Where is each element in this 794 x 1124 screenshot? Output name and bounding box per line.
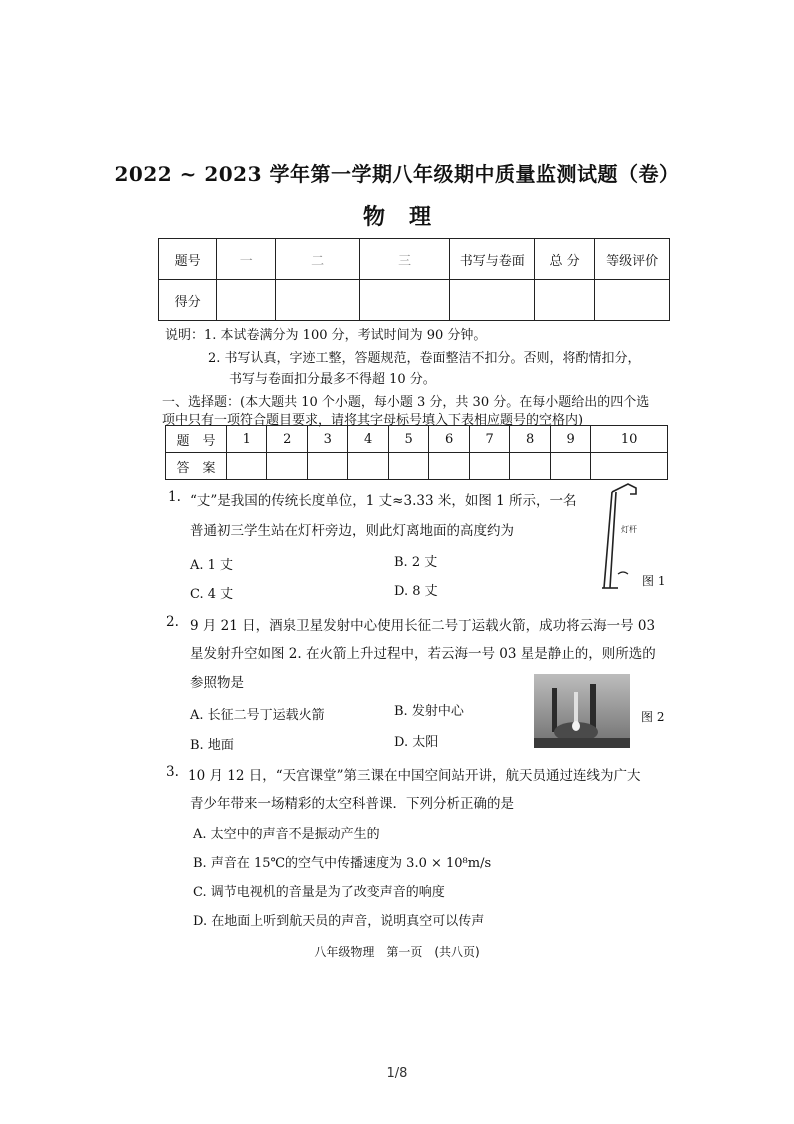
q2-line-2: 星发射升空如图 2. 在火箭上升过程中，若云海一号 03 星是静止的，则所选的 <box>190 646 656 662</box>
note-line-3: 书写与卷面扣分最多不得超 10 分。 <box>229 372 436 387</box>
answer-number: 6 <box>429 426 469 453</box>
score-row-label-score: 得分 <box>159 280 217 321</box>
section-1-heading-line-2: 项中只有一项符合题目要求，请将其字母标号填入下表相应题号的空格内) <box>162 413 584 428</box>
answer-table <box>165 425 668 480</box>
section-1-heading-line-1: 一、选择题：(本大题共 10 个小题，每小题 3 分，共 30 分。在每小题给出的四个选 <box>162 395 650 410</box>
answer-cell[interactable] <box>510 453 550 480</box>
q1-option-c: C. 4 丈 <box>190 587 234 602</box>
q2-option-c: B. 地面 <box>190 738 234 753</box>
score-row-label-number: 题号 <box>159 239 217 280</box>
q3-option-b: B. 声音在 15℃的空气中传播速度为 3.0 × 10⁸m/s <box>193 856 492 871</box>
score-cell[interactable] <box>595 280 670 321</box>
page-indicator: 1/8 <box>386 1066 408 1081</box>
q3-option-c: C. 调节电视机的音量是为了改变声音的响度 <box>193 885 445 900</box>
score-col-total: 总 分 <box>535 239 595 280</box>
page-footer: 八年级物理 第一页 (共八页) <box>314 945 480 959</box>
answer-cell[interactable] <box>429 453 469 480</box>
figure-1-inner-label: 灯杆 <box>621 525 637 534</box>
q2-option-d: D. 太阳 <box>394 735 439 750</box>
note-line-1: 说明：1. 本试卷满分为 100 分，考试时间为 90 分钟。 <box>165 328 487 343</box>
q1-option-b: B. 2 丈 <box>394 555 438 570</box>
score-cell[interactable] <box>359 280 450 321</box>
answer-number: 7 <box>469 426 509 453</box>
answer-number: 9 <box>550 426 590 453</box>
q2-option-b: B. 发射中心 <box>394 704 464 719</box>
q1-line-2: 普通初三学生站在灯杆旁边，则此灯离地面的高度约为 <box>190 523 514 539</box>
answer-number: 10 <box>591 426 668 453</box>
answer-number: 1 <box>227 426 267 453</box>
student-figure <box>618 572 628 574</box>
answer-cell[interactable] <box>227 453 267 480</box>
q2-number: 2. <box>166 614 179 630</box>
q3-option-d: D. 在地面上听到航天员的声音，说明真空可以传声 <box>193 914 485 929</box>
score-cell[interactable] <box>217 280 276 321</box>
answer-number: 2 <box>267 426 307 453</box>
figure-1-caption: 图 1 <box>642 574 666 588</box>
score-col-writing: 书写与卷面 <box>450 239 535 280</box>
answer-number: 4 <box>348 426 388 453</box>
q3-number: 3. <box>166 764 179 780</box>
q2-line-1: 9 月 21 日，酒泉卫星发射中心使用长征二号丁运载火箭，成功将云海一号 03 <box>190 618 656 634</box>
answer-cell[interactable] <box>307 453 347 480</box>
answer-cell[interactable] <box>348 453 388 480</box>
rocket-flame <box>572 721 580 731</box>
answer-cell[interactable] <box>591 453 668 480</box>
score-col-2: 二 <box>276 239 360 280</box>
score-table <box>158 238 670 321</box>
score-col-grade: 等级评价 <box>595 239 670 280</box>
answer-number: 5 <box>388 426 428 453</box>
answer-cell[interactable] <box>388 453 428 480</box>
answer-cell[interactable] <box>267 453 307 480</box>
q3-line-1: 10 月 12 日，“天宫课堂”第三课在中国空间站开讲，航天员通过连线为广大 <box>188 768 641 784</box>
score-cell[interactable] <box>450 280 535 321</box>
figure-1-lamp-post <box>596 480 646 592</box>
q1-number: 1. <box>168 489 181 505</box>
answer-cell[interactable] <box>469 453 509 480</box>
answer-number: 3 <box>307 426 347 453</box>
q3-option-a: A. 太空中的声音不是振动产生的 <box>193 827 380 842</box>
score-col-1: 一 <box>217 239 276 280</box>
note-line-2: 2. 书写认真，字迹工整，答题规范，卷面整洁不扣分。否则，将酌情扣分， <box>208 351 641 366</box>
exam-title: 2022 ~ 2023 学年第一学期八年级期中质量监测试题（卷） <box>114 162 680 186</box>
score-cell[interactable] <box>535 280 595 321</box>
q3-line-2: 青少年带来一场精彩的太空科普课．下列分析正确的是 <box>190 796 514 812</box>
answer-row-label-answer: 答 案 <box>166 453 227 480</box>
score-col-3: 三 <box>359 239 450 280</box>
q1-option-a: A. 1 丈 <box>190 558 234 573</box>
q2-line-3: 参照物是 <box>190 675 244 691</box>
q1-option-d: D. 8 丈 <box>394 584 438 599</box>
launch-tower-left <box>552 688 557 732</box>
rocket-body <box>574 692 578 722</box>
figure-2-caption: 图 2 <box>641 710 665 724</box>
answer-row-label-number: 题 号 <box>166 426 227 453</box>
q1-line-1: “丈”是我国的传统长度单位，1 丈≈3.33 米，如图 1 所示，一名 <box>190 493 577 509</box>
answer-number: 8 <box>510 426 550 453</box>
answer-cell[interactable] <box>550 453 590 480</box>
score-cell[interactable] <box>276 280 360 321</box>
subject-title: 物理 <box>362 204 455 230</box>
figure-2-rocket-photo <box>534 674 630 748</box>
ground <box>534 738 630 748</box>
q2-option-a: A. 长征二号丁运载火箭 <box>190 708 325 723</box>
